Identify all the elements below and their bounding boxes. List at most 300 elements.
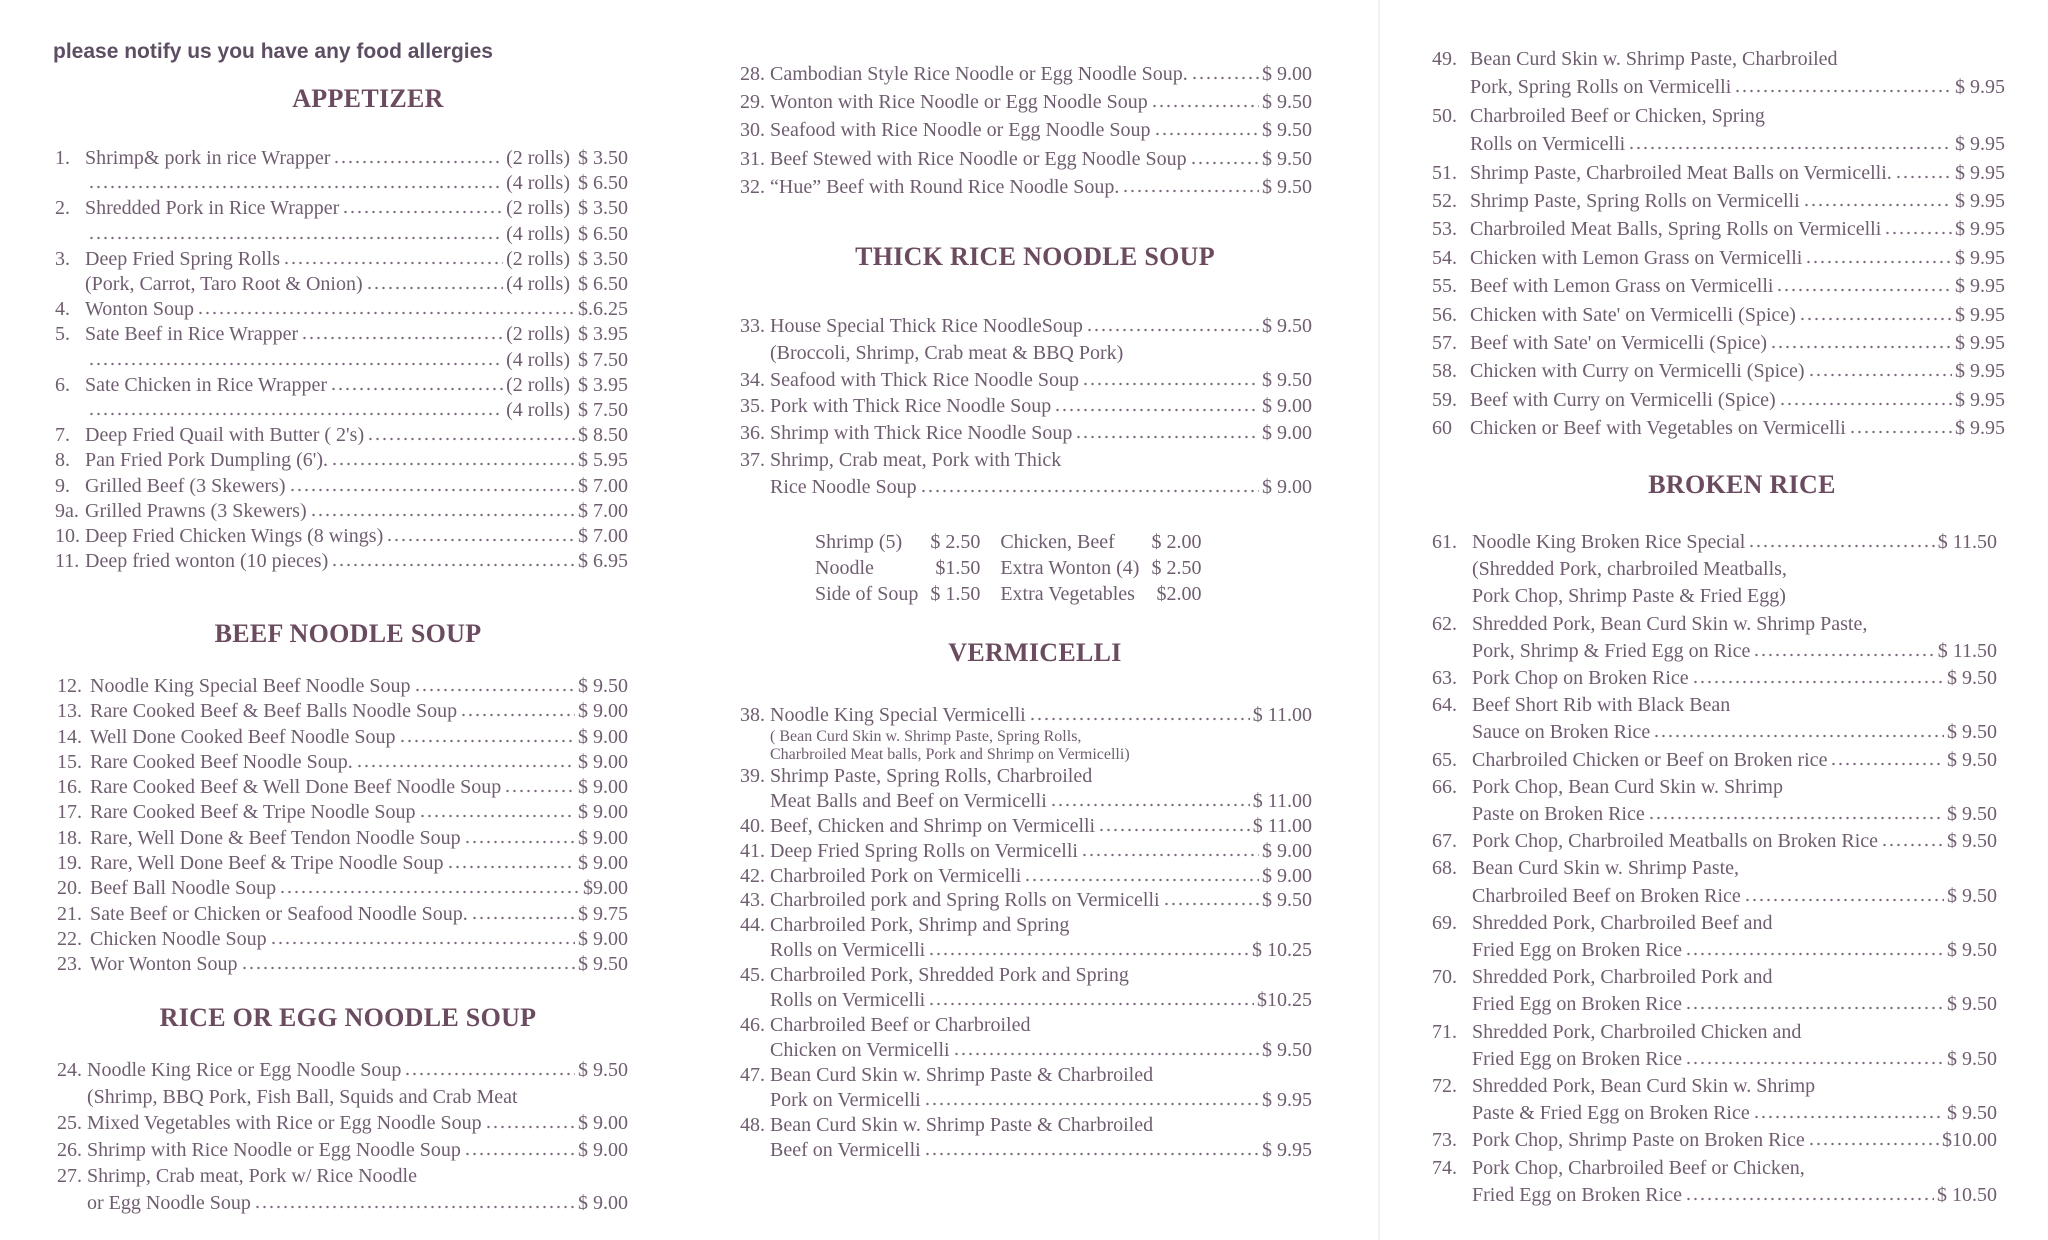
menu-item (55, 448, 628, 473)
item-price: $ 9.00 (1262, 475, 1312, 498)
menu-item (740, 913, 1312, 963)
item-note: ( Bean Curd Skin w. Shrimp Paste, Spring Rolls, (770, 727, 1082, 745)
menu-item (1432, 45, 2005, 102)
menu-item-row (57, 800, 628, 825)
item-number: 4. (55, 298, 70, 321)
dot-leader (289, 488, 576, 492)
menu-item-row (55, 373, 628, 398)
menu-item (55, 196, 628, 246)
item-number: 5. (55, 323, 70, 346)
menu-item (740, 393, 1312, 420)
item-name: (Broccoli, Shrimp, Crab meat & BBQ Pork) (770, 341, 1124, 364)
dot-leader (1692, 680, 1944, 684)
item-name: Charbroiled Pork on Vermicelli (770, 864, 1022, 887)
item-price: $ 9.95 (1955, 332, 2005, 355)
menu-item-row (1432, 883, 1997, 910)
dot-leader (485, 1125, 575, 1129)
dot-leader (1081, 853, 1259, 857)
item-price: $ 11.00 (1252, 704, 1312, 726)
item-number: 39. (740, 764, 765, 787)
dot-leader (928, 952, 1249, 956)
item-number: 51. (1432, 161, 1457, 184)
item-name: “Hue” Beef with Round Rice Noodle Soup. (770, 175, 1120, 198)
menu-item-row (1432, 1182, 1997, 1209)
item-number: 6. (55, 373, 70, 396)
item-name: Chicken or Beef with Vegetables on Vermicelli (1470, 417, 1846, 440)
extra-price: $1.50 (935, 557, 981, 579)
item-price: $ 9.00 (1262, 864, 1312, 887)
menu-item (55, 322, 628, 372)
item-number: 19. (57, 852, 82, 875)
item-price: $ 9.95 (1955, 218, 2005, 241)
menu-item (55, 146, 628, 196)
item-price: $ 6.95 (578, 550, 628, 573)
menu-item-row (1432, 964, 1997, 991)
item-number: 18. (57, 826, 82, 849)
item-number: 2. (55, 197, 70, 220)
extras-row (815, 556, 1221, 582)
item-number: 68. (1432, 857, 1457, 880)
dot-leader (331, 563, 575, 567)
menu-item (1432, 1155, 1997, 1209)
extras-table (815, 530, 1221, 608)
item-price: $ 10.25 (1252, 939, 1312, 962)
menu-item (57, 775, 628, 800)
item-number: 41. (740, 839, 765, 862)
extra-price: $ 2.50 (930, 531, 981, 553)
item-number: 72. (1432, 1075, 1457, 1098)
menu-item (740, 888, 1312, 913)
dot-leader (920, 489, 1259, 493)
menu-item-row (740, 963, 1312, 988)
item-name: Noodle King Special Beef Noodle Soup (90, 675, 411, 697)
item-name: Charbroiled pork and Spring Rolls on Vermicelli (770, 889, 1160, 912)
menu-item (740, 814, 1312, 839)
item-price: $ 9.00 (578, 700, 628, 723)
menu-item-row (1432, 329, 2005, 357)
menu-item (1432, 665, 1997, 692)
item-price: $ 9.50 (1947, 939, 1997, 962)
item-price: $ 9.95 (1955, 246, 2005, 269)
item-price: $ 3.95 (578, 373, 628, 396)
menu-item-row (57, 699, 628, 724)
dot-leader (1779, 402, 1952, 406)
item-name: Rare Cooked Beef & Well Done Beef Noodle Soup (90, 776, 502, 799)
menu-item-row (740, 447, 1312, 474)
item-number: 34. (740, 368, 765, 391)
item-price: $ 9.50 (578, 953, 628, 976)
item-name: Rare, Well Done & Beef Tendon Noodle Soup (90, 826, 461, 849)
menu-item (1432, 187, 2005, 215)
menu-item (57, 952, 628, 977)
item-name: Charbroiled Beef or Charbroiled (770, 1013, 1031, 1036)
extra-name: Side of Soup (815, 583, 919, 605)
dot-leader (460, 713, 575, 717)
menu-item-row (57, 674, 628, 699)
menu-item-row (740, 145, 1312, 173)
item-price: $ 9.00 (578, 1112, 628, 1134)
dot-leader (1075, 435, 1259, 439)
dot-leader (1163, 902, 1259, 906)
item-quantity: (2 rolls) (506, 323, 570, 346)
item-price: $ 9.50 (578, 1059, 628, 1081)
item-price: $ 3.50 (578, 147, 628, 169)
extra-price: $ 2.00 (1151, 531, 1202, 553)
menu-item (740, 1063, 1312, 1113)
item-number: 46. (740, 1013, 765, 1036)
item-name: Sauce on Broken Rice (1472, 721, 1651, 744)
item-number: 58. (1432, 360, 1457, 383)
item-price: $ 7.50 (578, 348, 628, 371)
dot-leader (1098, 828, 1250, 832)
item-name: (Pork, Carrot, Taro Root & Onion) (85, 273, 363, 296)
item-price: $ 9.50 (1947, 993, 1997, 1016)
extras-row (815, 582, 1221, 608)
item-name: Sate Beef or Chicken or Seafood Noodle Soup. (90, 902, 468, 925)
dot-leader (464, 1152, 575, 1156)
item-name: Pan Fried Pork Dumpling (6'). (85, 449, 329, 472)
item-number: 32. (740, 175, 765, 198)
menu-item-row (740, 1113, 1312, 1138)
item-name: Shrimp with Rice Noodle or Egg Noodle Soup (87, 1138, 461, 1161)
menu-item-row (55, 297, 628, 322)
item-price: $ 9.50 (1262, 147, 1312, 170)
dot-leader (419, 814, 575, 818)
item-price: $ 6.50 (578, 273, 628, 296)
item-name: Rare Cooked Beef & Tripe Noodle Soup (90, 801, 416, 824)
item-price: $ 9.95 (1955, 190, 2005, 213)
menu-item-row (740, 340, 1312, 367)
item-price: $9.00 (583, 877, 628, 900)
item-price: $10.25 (1257, 989, 1312, 1012)
item-number: 25. (57, 1112, 82, 1134)
menu-item (740, 703, 1312, 764)
menu-item-row (740, 474, 1312, 501)
menu-item-row (1432, 1019, 1997, 1046)
menu-item (740, 447, 1312, 501)
item-name: Mixed Vegetables with Rice or Egg Noodle Soup (87, 1112, 482, 1134)
item-price: $ 9.95 (1955, 133, 2005, 156)
item-name: Charbroiled Beef or Chicken, Spring (1470, 104, 1765, 127)
item-price: $ 9.00 (1262, 422, 1312, 445)
menu-item (740, 963, 1312, 1013)
item-name: Seafood with Thick Rice Noodle Soup (770, 368, 1080, 391)
dot-leader (330, 387, 503, 391)
item-number: 7. (55, 424, 70, 447)
dot-leader (1753, 1115, 1944, 1119)
menu-item-row (1432, 828, 1997, 855)
item-number: 8. (55, 449, 70, 472)
dot-leader (88, 362, 503, 366)
item-price: $ 11.50 (1937, 531, 1997, 553)
item-price: $ 9.50 (1262, 315, 1312, 337)
dot-leader (301, 336, 503, 340)
menu-item-row (740, 913, 1312, 938)
item-price: $ 9.95 (1955, 161, 2005, 184)
section-appetizer (55, 146, 628, 574)
item-number: 22. (57, 927, 82, 950)
item-name: Chicken with Lemon Grass on Vermicelli (1470, 246, 1803, 269)
item-number: 37. (740, 448, 765, 471)
item-name: Shrimp Paste, Spring Rolls, Charbroiled (770, 764, 1093, 787)
dot-leader (1191, 76, 1259, 80)
item-number: 16. (57, 776, 82, 799)
item-price: $ 9.95 (1955, 275, 2005, 298)
item-name: Rolls on Vermicelli (1470, 133, 1626, 156)
item-number: 65. (1432, 748, 1457, 771)
menu-item-row (740, 789, 1312, 814)
item-price: $ 7.50 (578, 399, 628, 422)
item-number: 10. (55, 525, 80, 548)
dot-leader (1653, 734, 1944, 738)
item-price: $ 9.95 (1262, 1088, 1312, 1111)
item-name: Fried Egg on Broken Rice (1472, 993, 1682, 1016)
item-price: $ 5.95 (578, 449, 628, 472)
item-number: 9. (55, 474, 70, 497)
item-price: $ 9.00 (1262, 63, 1312, 85)
item-name: Deep Fried Spring Rolls on Vermicelli (770, 839, 1078, 862)
menu-item (1432, 301, 2005, 329)
item-price: $ 7.00 (578, 525, 628, 548)
menu-item-row (740, 1038, 1312, 1063)
item-name: Shredded Pork, Charbroiled Pork and (1472, 966, 1773, 989)
item-price: $ 9.50 (1947, 1047, 1997, 1070)
item-number: 11. (55, 550, 80, 573)
dot-leader (471, 916, 575, 920)
menu-item (740, 1113, 1312, 1163)
item-price: $ 9.50 (1262, 1038, 1312, 1061)
dot-leader (1776, 288, 1952, 292)
item-name: Beef with Curry on Vermicelli (Spice) (1470, 388, 1776, 411)
item-name: Rare Cooked Beef Noodle Soup. (90, 750, 353, 773)
heading-rice-egg-noodle-soup: RICE OR EGG NOODLE SOUP (159, 1003, 537, 1032)
menu-item-row (57, 1190, 628, 1217)
menu-item-row (1432, 665, 1997, 692)
menu-item-row (740, 1088, 1312, 1113)
menu-item-row (1432, 130, 2005, 158)
menu-item-row (1432, 774, 1997, 801)
menu-item-row (57, 826, 628, 851)
dot-leader (1884, 231, 1952, 235)
menu-item-row (1432, 244, 2005, 272)
section-rice-egg-noodle-soup (57, 1057, 628, 1216)
item-price: $ 9.50 (1947, 803, 1997, 826)
item-price: $ 9.50 (1262, 889, 1312, 912)
item-name: Shredded Pork, Bean Curd Skin w. Shrimp Paste, (1472, 612, 1868, 635)
section-vermicelli (740, 703, 1312, 1162)
dot-leader (1803, 203, 1952, 207)
menu-item-row (55, 398, 628, 423)
item-number: 30. (740, 119, 765, 142)
menu-item-row (1432, 1046, 1997, 1073)
item-price: $ 9.00 (578, 801, 628, 824)
item-quantity: (4 rolls) (506, 348, 570, 371)
menu-item (740, 367, 1312, 394)
item-number: 66. (1432, 775, 1457, 798)
item-name: Pork, Shrimp & Fried Egg on Rice (1472, 639, 1751, 662)
menu-item-row (1432, 747, 1997, 774)
menu-item (1432, 692, 1997, 746)
menu-item (740, 116, 1312, 144)
menu-item-row (740, 864, 1312, 889)
menu-item (57, 674, 628, 699)
item-number: 49. (1432, 48, 1457, 70)
item-name: Rice Noodle Soup (770, 475, 917, 498)
menu-item (1432, 102, 2005, 159)
item-quantity: (2 rolls) (506, 373, 570, 396)
dot-leader (1054, 408, 1259, 412)
menu-item-row (55, 448, 628, 473)
item-price: $ 9.50 (1947, 667, 1997, 690)
menu-item (740, 420, 1312, 447)
item-number: 15. (57, 750, 82, 773)
extra-price: $ 1.50 (930, 583, 981, 605)
item-name: (Shredded Pork, charbroiled Meatballs, (1472, 558, 1787, 581)
menu-item (57, 699, 628, 724)
dot-leader (404, 1072, 575, 1076)
item-name: Pork Chop, Charbroiled Meatballs on Broken Rice (1472, 830, 1879, 853)
item-quantity: (4 rolls) (506, 172, 570, 195)
item-number: 26. (57, 1138, 82, 1161)
menu-item-row (1432, 638, 1997, 665)
dot-leader (1895, 175, 1952, 179)
menu-item (1432, 910, 1997, 964)
menu-item-row (57, 1137, 628, 1164)
menu-item (55, 423, 628, 448)
menu-item-row (1432, 1155, 1997, 1182)
menu-item-row (55, 222, 628, 247)
item-price: $ 9.95 (1955, 76, 2005, 99)
item-name: Charbroiled Chicken or Beef on Broken rice (1472, 748, 1828, 771)
menu-item (1432, 1127, 1997, 1154)
menu-item (57, 1110, 628, 1137)
menu-item-row (1432, 357, 2005, 385)
item-name: Beef with Lemon Grass on Vermicelli (1470, 275, 1774, 298)
item-name: Charbroiled Beef on Broken Rice (1472, 884, 1741, 907)
dot-leader (399, 739, 575, 743)
item-name: Deep Fried Quail with Butter ( 2's) (85, 424, 365, 447)
item-name: Rolls on Vermicelli (770, 989, 926, 1012)
menu-item-row (740, 938, 1312, 963)
item-name: Noodle King Broken Rice Special (1472, 531, 1746, 553)
item-name: Shrimp, Crab meat, Pork with Thick (770, 448, 1062, 471)
menu-item-row (55, 348, 628, 373)
dot-leader (1744, 898, 1944, 902)
menu-item (1432, 357, 2005, 385)
item-number: 28. (740, 63, 765, 85)
item-number: 44. (740, 914, 765, 937)
menu-item-row (1432, 910, 1997, 937)
item-price: $ 11.00 (1252, 814, 1312, 837)
menu-item-row (57, 876, 628, 901)
item-name: Paste & Fried Egg on Broken Rice (1472, 1102, 1750, 1125)
menu-item (55, 247, 628, 297)
item-name: Rare, Well Done Beef & Tripe Noodle Soup (90, 852, 444, 875)
item-number: 24. (57, 1059, 82, 1081)
item-number: 52. (1432, 190, 1457, 213)
dot-leader (1748, 544, 1934, 548)
menu-item (55, 549, 628, 574)
menu-item-row (740, 764, 1312, 789)
menu-item-row (55, 196, 628, 221)
item-name: House Special Thick Rice NoodleSoup (770, 315, 1083, 337)
item-note: Charbroiled Meat balls, Pork and Shrimp on Vermicelli) (770, 745, 1130, 763)
item-number: 63. (1432, 667, 1457, 690)
item-name: Shredded Pork, Bean Curd Skin w. Shrimp (1472, 1075, 1816, 1098)
dot-leader (1830, 762, 1944, 766)
menu-item-row (55, 247, 628, 272)
item-name: Beef, Chicken and Shrimp on Vermicelli (770, 814, 1096, 837)
dot-leader (197, 311, 575, 315)
item-number: 62. (1432, 612, 1457, 635)
item-price: $ 6.50 (578, 172, 628, 195)
allergy-notice: please notify us you have any food allergies (53, 40, 493, 63)
menu-item-row (1432, 801, 1997, 828)
item-quantity: (2 rolls) (506, 247, 570, 270)
item-name: Charbroiled Pork, Shrimp and Spring (770, 914, 1070, 937)
heading-thick-rice-noodle-soup: THICK RICE NOODLE SOUP (855, 242, 1215, 271)
menu-item-row (1432, 301, 2005, 329)
menu-item-row (57, 902, 628, 927)
menu-item (740, 839, 1312, 864)
menu-item (1432, 747, 1997, 774)
item-number: 36. (740, 422, 765, 445)
item-name: Seafood with Rice Noodle or Egg Noodle Soup (770, 119, 1151, 142)
item-name: Shredded Pork in Rice Wrapper (85, 197, 340, 220)
item-name: Bean Curd Skin w. Shrimp Paste & Charbroiled (770, 1063, 1154, 1086)
menu-item-row (1432, 1073, 1997, 1100)
dot-leader (928, 1002, 1254, 1006)
menu-item (1432, 1073, 1997, 1127)
item-name: Deep Fried Spring Rolls (85, 247, 280, 270)
item-number: 21. (57, 902, 82, 925)
dot-leader (1685, 1197, 1934, 1201)
item-number: 50. (1432, 104, 1457, 127)
item-price: $ 9.50 (1947, 830, 1997, 853)
item-number: 17. (57, 801, 82, 824)
dot-leader (1799, 317, 1952, 321)
menu-item-row (740, 988, 1312, 1013)
item-name: Shrimp Paste, Charbroiled Meat Balls on Vermicelli. (1470, 161, 1892, 184)
dot-leader (1685, 1061, 1944, 1065)
item-price: $ 9.50 (1947, 1102, 1997, 1125)
dot-leader (331, 462, 575, 466)
item-price: $ 9.50 (1947, 721, 1997, 744)
menu-item-row (740, 313, 1312, 340)
item-number: 60 (1432, 417, 1452, 440)
item-number: 61. (1432, 531, 1457, 553)
menu-item (1432, 329, 2005, 357)
item-name: Noodle King Rice or Egg Noodle Soup (87, 1059, 402, 1081)
item-name: Pork with Thick Rice Noodle Soup (770, 395, 1052, 418)
item-number: 57. (1432, 332, 1457, 355)
menu-item (1432, 414, 2005, 442)
section-thick-rice-noodle-soup (740, 313, 1312, 501)
item-name: Rare Cooked Beef & Beef Balls Noodle Soup (90, 700, 458, 723)
item-name: Fried Egg on Broken Rice (1472, 939, 1682, 962)
menu-item (1432, 774, 1997, 828)
menu-item-row (740, 60, 1312, 88)
item-number: 12. (57, 675, 82, 697)
menu-item-row (1432, 583, 1997, 610)
dot-leader (1808, 373, 1952, 377)
dot-leader (1122, 189, 1259, 193)
item-name: Pork on Vermicelli (770, 1088, 921, 1111)
item-name: Beef with Sate' on Vermicelli (Spice) (1470, 332, 1768, 355)
item-name: Bean Curd Skin w. Shrimp Paste, (1472, 857, 1740, 880)
item-name: Grilled Beef (3 Skewers) (85, 474, 286, 497)
dot-leader (88, 412, 503, 416)
